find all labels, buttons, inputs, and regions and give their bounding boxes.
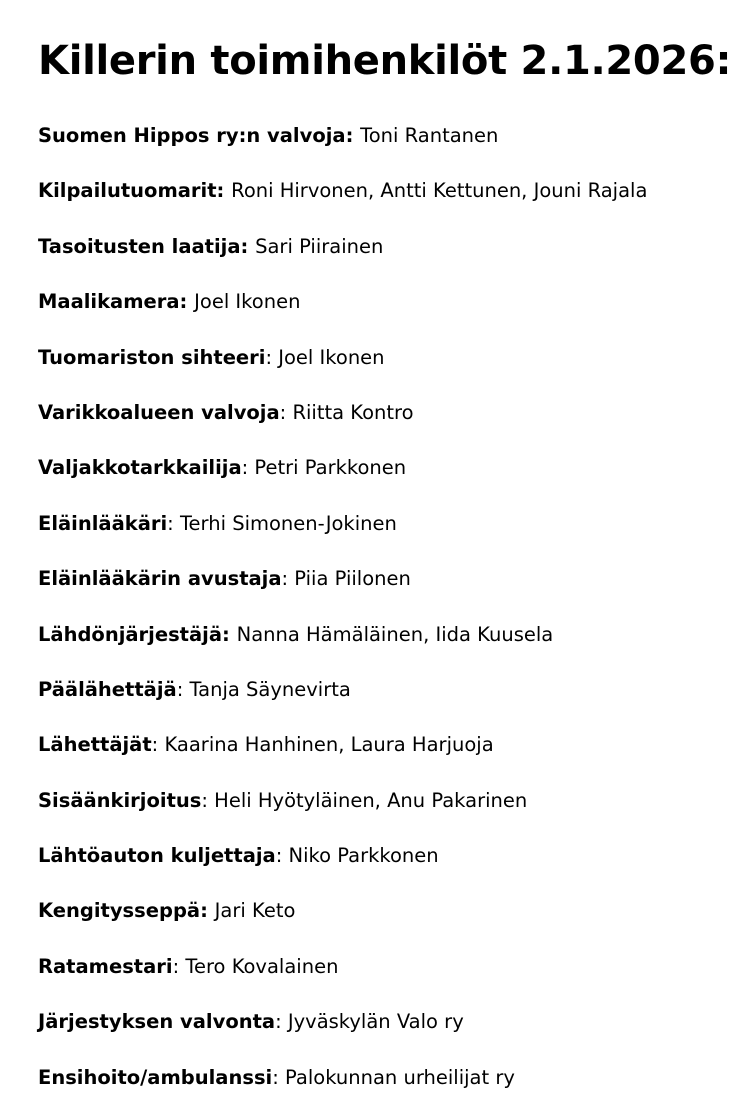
role-separator: : xyxy=(167,511,180,535)
official-names: Tero Kovalainen xyxy=(185,954,339,978)
official-row xyxy=(38,396,738,451)
role-separator: : xyxy=(265,345,279,369)
role-label: Eläinlääkärin avustaja xyxy=(38,567,282,591)
official-row xyxy=(38,618,738,673)
role-separator: : xyxy=(281,567,295,591)
role-separator: : xyxy=(222,622,237,646)
official-row xyxy=(38,119,738,174)
official-row xyxy=(38,950,738,1005)
official-row xyxy=(38,562,738,617)
official-names: Petri Parkkonen xyxy=(254,456,407,480)
role-separator: : xyxy=(240,234,256,258)
role-label: Päälähettäjä xyxy=(38,677,177,701)
official-row xyxy=(38,839,738,894)
official-names: Palokunnan urheilijat ry xyxy=(285,1065,515,1089)
role-label: Eläinlääkäri xyxy=(38,511,168,535)
role-label: Lähdönjärjestäjä xyxy=(38,622,223,646)
role-separator: : xyxy=(201,788,215,812)
official-names: Toni Rantanen xyxy=(360,124,499,147)
role-separator: : xyxy=(176,677,190,701)
official-names: Heli Hyötyläinen, Anu Pakarinen xyxy=(214,788,528,812)
role-separator: : xyxy=(275,1010,288,1034)
official-names: Piia Piilonen xyxy=(294,567,411,591)
role-label: Järjestyksen valvonta xyxy=(38,1010,276,1034)
role-separator: : xyxy=(279,400,293,424)
role-label: Valjakkotarkkailija xyxy=(38,456,242,480)
official-names: Nanna Hämäläinen, Iida Kuusela xyxy=(236,622,554,646)
official-row xyxy=(38,784,738,839)
role-label: Maalikamera xyxy=(38,290,180,314)
official-names: Joel Ikonen xyxy=(278,345,385,369)
official-names: Niko Parkkonen xyxy=(288,844,439,868)
role-label: Lähettäjät xyxy=(38,733,152,757)
role-label: Kilpailutuomarit xyxy=(38,179,217,203)
official-names: Roni Hirvonen, Antti Kettunen, Jouni Rajala xyxy=(231,179,648,203)
official-row xyxy=(38,507,738,562)
official-row xyxy=(38,341,738,396)
role-label: Tuomariston sihteeri xyxy=(38,345,266,369)
official-row xyxy=(38,894,738,949)
official-row xyxy=(38,230,738,285)
role-separator: : xyxy=(272,1065,286,1089)
role-label: Ratamestari xyxy=(38,954,173,978)
role-separator: : xyxy=(216,179,232,203)
official-row xyxy=(38,728,738,783)
official-names: Riitta Kontro xyxy=(292,400,414,424)
official-names: Joel Ikonen xyxy=(194,290,301,314)
role-label: Ensihoito/ambulanssi xyxy=(38,1065,273,1089)
official-names: Kaarina Hanhinen, Laura Harjuoja xyxy=(164,733,494,757)
official-row xyxy=(38,451,738,506)
role-label: Suomen Hippos ry:n valvoja xyxy=(38,124,346,147)
officials-list xyxy=(38,119,738,1116)
official-names: Jari Keto xyxy=(214,899,296,923)
page-title: Killerin toimihenkilöt 2.1.2026: xyxy=(38,38,732,84)
official-row xyxy=(38,673,738,728)
official-row xyxy=(38,1061,738,1116)
official-names: Sari Piirainen xyxy=(255,234,384,258)
official-row xyxy=(38,285,738,340)
role-label: Kengitysseppä xyxy=(38,899,201,923)
role-separator: : xyxy=(241,456,255,480)
official-row xyxy=(38,1005,738,1060)
role-label: Varikkoalueen valvoja xyxy=(38,400,280,424)
official-names: Jyväskylän Valo ry xyxy=(287,1010,464,1034)
role-label: Tasoitusten laatija xyxy=(38,234,241,258)
role-separator: : xyxy=(200,899,215,923)
official-row xyxy=(38,174,738,229)
role-label: Lähtöauton kuljettaja xyxy=(38,844,276,868)
official-names: Terhi Simonen-Jokinen xyxy=(179,511,397,535)
role-separator: : xyxy=(275,844,289,868)
role-separator: : xyxy=(345,124,361,147)
role-separator: : xyxy=(179,290,195,314)
role-label: Sisäänkirjoitus xyxy=(38,788,202,812)
role-separator: : xyxy=(172,954,186,978)
role-separator: : xyxy=(151,733,165,757)
official-names: Tanja Säynevirta xyxy=(189,677,351,701)
